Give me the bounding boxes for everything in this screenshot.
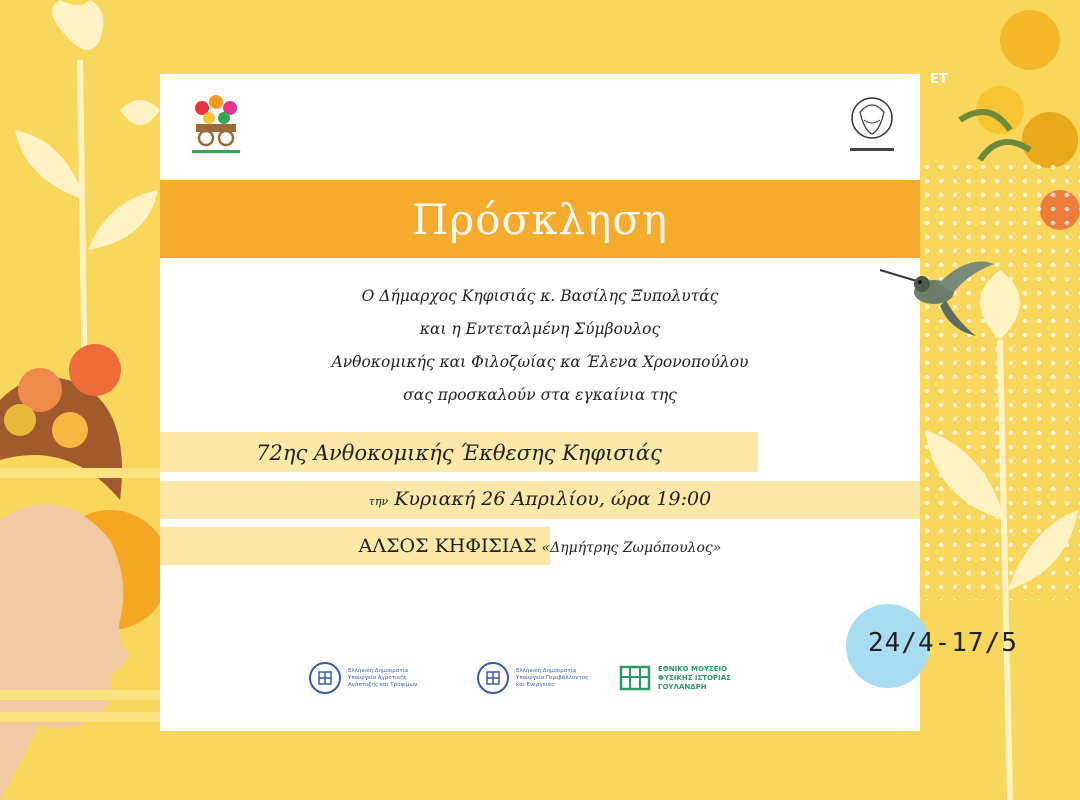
sponsor-text: Ελληνική Δημοκρατία Υπουργείο Αγροτικής Ανάπτυξης και Τροφίμων — [348, 667, 418, 688]
greek-emblem-icon — [476, 661, 510, 695]
invitation-line: Ο Δήμαρχος Κηφισιάς κ. Βασίλης Ξυπολυτάς — [361, 287, 719, 305]
invitation-line: και η Εντεταλμένη Σύμβουλος — [419, 320, 661, 338]
flower-cart-logo-icon — [182, 92, 250, 162]
title-band — [160, 180, 920, 258]
greek-emblem-icon — [308, 661, 342, 695]
venue-sub: «Δημήτρης Ζωμόπουλος» — [541, 540, 722, 556]
municipality-logo-icon — [842, 90, 902, 162]
sponsor-ministry-agriculture — [308, 656, 428, 700]
hummingbird-illustration — [876, 252, 996, 342]
sponsor-ministry-environment — [476, 656, 596, 700]
invitation-card — [160, 74, 920, 731]
event-date — [160, 488, 920, 510]
date-prefix: την — [368, 495, 389, 508]
date-main: Κυριακή 26 Απριλίου, ώρα 19:00 — [394, 488, 712, 510]
event-venue — [160, 535, 920, 557]
sponsor-natural-history-museum — [618, 656, 748, 700]
corner-text: ΕΤ — [930, 72, 948, 87]
museum-logo-icon — [618, 661, 652, 695]
invitation-line: σας προσκαλούν στα εγκαίνια της — [403, 386, 677, 404]
date-range: 24/4-17/5 — [868, 628, 1018, 658]
page-title: Πρόσκληση — [411, 194, 669, 244]
stripe-left-1 — [0, 468, 160, 478]
stripe-left-3 — [0, 712, 160, 722]
sponsor-text: Ελληνική Δημοκρατία Υπουργείο Περιβάλλοντος και Ενέργειας — [516, 667, 589, 688]
venue-name: ΑΛΣΟΣ ΚΗΦΙΣΙΑΣ — [358, 535, 537, 557]
exhibition-name: 72ης Ανθοκομικής Έκθεσης Κηφισιάς — [256, 441, 662, 465]
invitation-line: Ανθοκομικής και Φιλοζωίας κα Έλενα Χρονοπούλου — [331, 353, 749, 371]
woman-profile-illustration — [0, 310, 170, 800]
stripe-left-2 — [0, 690, 160, 700]
sponsor-logos — [160, 656, 920, 700]
invitation-text — [160, 280, 920, 412]
sponsor-text: ΕΘΝΙΚΟ ΜΟΥΣΕΙΟ ΦΥΣΙΚΗΣ ΙΣΤΟΡΙΑΣ ΓΟΥΛΑΝΔΡΗ — [658, 664, 731, 691]
